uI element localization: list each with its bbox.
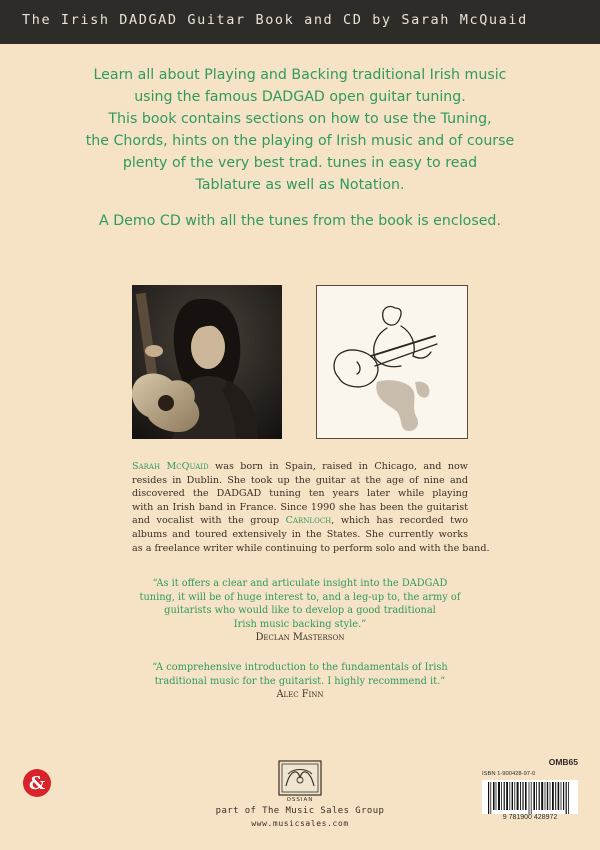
barcode <box>482 780 578 814</box>
svg-text:&: & <box>28 773 46 794</box>
description-line: the Chords, hints on the playing of Irish music and of course <box>85 133 515 149</box>
description-line: plenty of the very best trad. tunes in easy to read <box>122 155 478 171</box>
quote-line: tuning, it will be of huge interest to, and a leg-up to, the army of <box>139 591 461 603</box>
ampersand-icon <box>22 768 52 798</box>
barcode-graphic <box>482 780 578 814</box>
quote-line: guitarists who would like to develop a good traditional <box>164 605 436 617</box>
music-sales-group: part of The Music Sales Group <box>215 806 385 816</box>
book-description <box>40 64 560 232</box>
bio-line: resides in Dublin. She took up the guitar at the age of nine and <box>132 474 468 486</box>
author-photo-illustration <box>132 285 282 439</box>
author-name: Sarah McQuaid <box>132 461 209 472</box>
description-line: This book contains sections on how to use the Tuning, <box>108 111 492 127</box>
bio-line: and vocalist with the group Carnloch, which has recorded two <box>132 515 468 527</box>
bio-line: discovered the DADGAD tuning ten years later while playing <box>132 488 468 500</box>
bio-line: as a freelance writer while continuing to perform solo and with the band. <box>132 542 490 554</box>
review-quote <box>132 577 468 645</box>
bio-line: albums and toured extensively in the States. She currently works <box>132 528 468 540</box>
description-line: Tablature as well as Notation. <box>195 177 405 193</box>
description-line: using the famous DADGAD open guitar tuning. <box>134 89 466 105</box>
quote-author: Declan Masterson <box>255 632 345 644</box>
author-photo <box>132 285 282 439</box>
quote-line: “As it offers a clear and articulate insight into the DADGAD <box>152 578 448 589</box>
author-bio <box>132 460 490 555</box>
header-bar <box>0 0 600 44</box>
band-name: Carnloch <box>285 515 332 527</box>
isbn: ISBN 1-900428-97-0 <box>482 771 536 777</box>
ossian-logo <box>278 760 322 796</box>
bio-line: with an Irish band in France. Since 1990 she has been the guitarist <box>132 501 468 513</box>
book-title: The Irish DADGAD Guitar Book and CD by Sarah McQuaid <box>22 12 528 28</box>
quote-line: “A comprehensive introduction to the fundamentals of Irish <box>152 662 448 673</box>
quote-line: traditional music for the guitarist. I highly recommend it.” <box>154 675 446 687</box>
cd-note: A Demo CD with all the tunes from the book is enclosed. <box>99 213 501 229</box>
quote-author: Alec Finn <box>276 689 324 701</box>
quote-line: Irish music backing style.” <box>233 618 367 630</box>
music-sales-logo <box>22 768 52 798</box>
ossian-emblem-icon <box>278 760 322 796</box>
barcode-number: 9 781900 428972 <box>502 814 558 821</box>
bio-line: Sarah McQuaid was born in Spain, raised in Chicago, and now <box>132 461 468 472</box>
product-code: OMB65 <box>548 757 578 767</box>
description-line: Learn all about Playing and Backing traditional Irish music <box>93 67 507 83</box>
ossian-label: OSSIAN <box>286 797 314 803</box>
website: www.musicsales.com <box>251 819 349 828</box>
guitarist-sketch <box>316 285 468 439</box>
guitarist-sketch-illustration <box>317 286 467 438</box>
review-quote <box>132 661 468 702</box>
